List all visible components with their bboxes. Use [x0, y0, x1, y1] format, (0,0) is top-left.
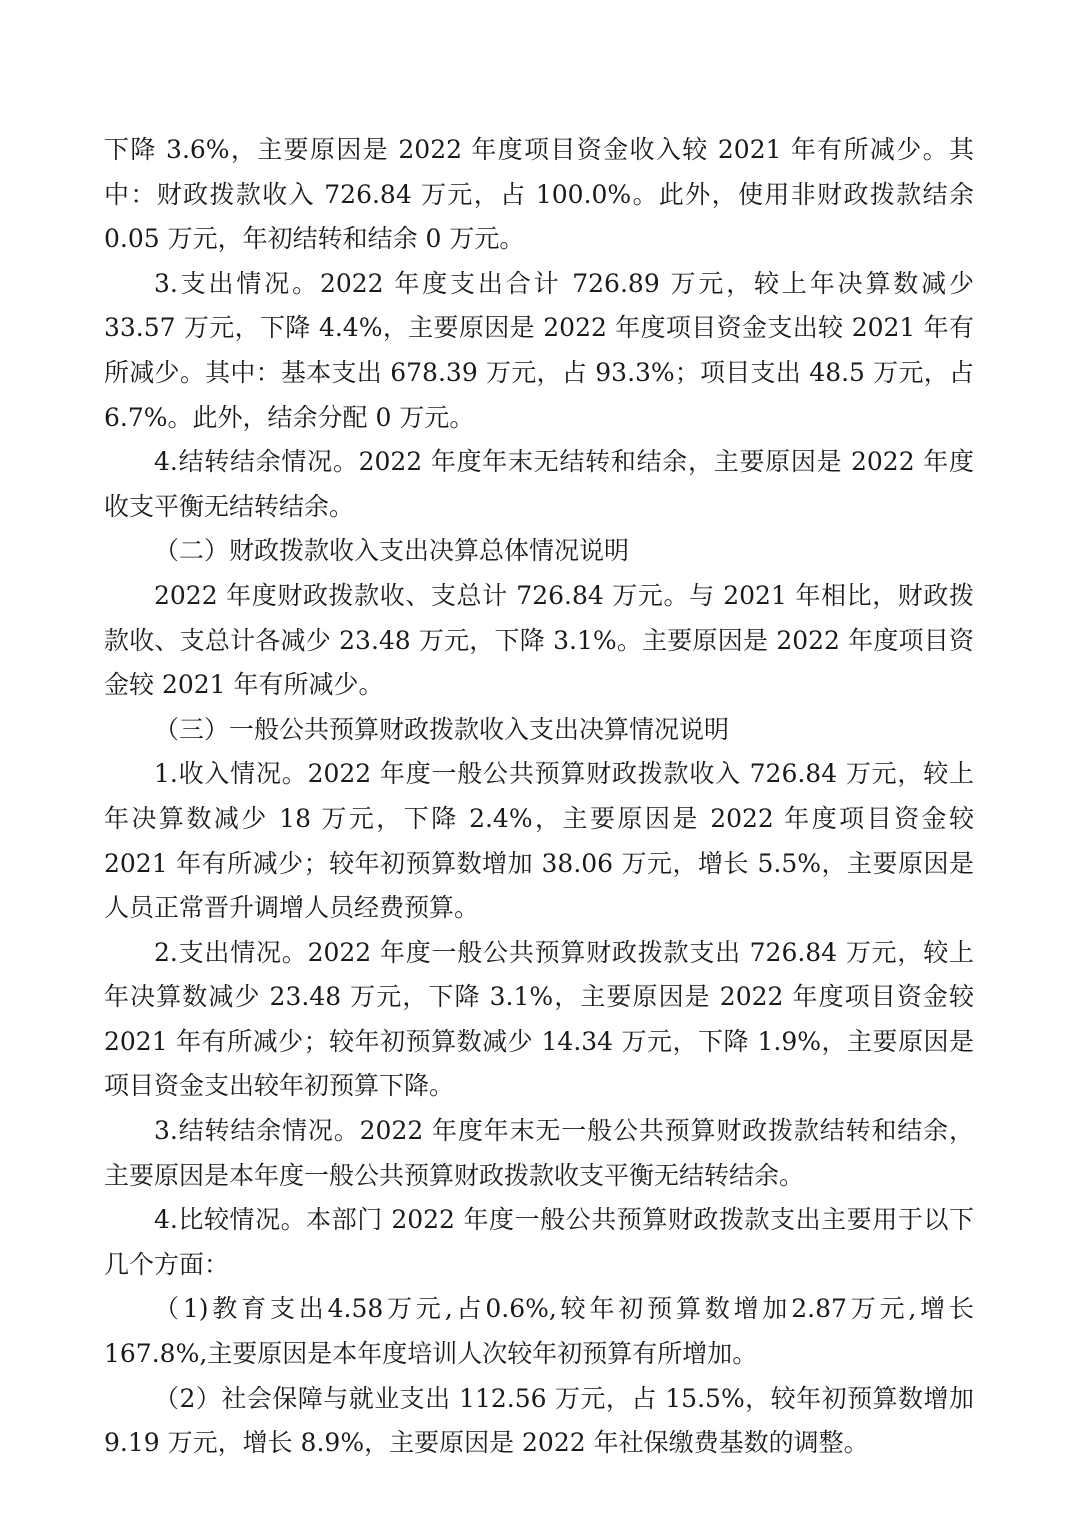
- section-heading-fiscal-overview: （二）财政拨款收入支出决算总体情况说明: [154, 536, 630, 566]
- paragraph-general-expenditure: 2.支出情况。2022 年度一般公共预算财政拨款支出 726.84 万元，较上年决算数减少 23.48 万元，下降 3.1%，主要原因是 2022 年度项目资金较 2021 年有所减少；较年初预算数减少 14.34 万元，下降 1.9%，主要原因是项目资金支出较年初预算下降。: [104, 937, 974, 1101]
- paragraph-general-carryover: 3.结转结余情况。2022 年度年末无一般公共预算财政拨款结转和结余，主要原因是本年度一般公共预算财政拨款收支平衡无结转结余。: [104, 1116, 974, 1190]
- paragraph-expenditure: 3.支出情况。2022 年度支出合计 726.89 万元，较上年决算数减少 33.57 万元，下降 4.4%，主要原因是 2022 年度项目资金支出较 2021 年有所减少。其中：基本支出 678.39 万元，占 93.3%；项目支出 48.5 万元，占 6.7%。此外，结余分配 0 万元。: [104, 268, 974, 432]
- list-item-education: （1)教育支出4.58万元,占0.6%,较年初预算数增加2.87万元,增长167.8%,主要原因是本年度培训人次较年初预算有所增加。: [104, 1294, 974, 1369]
- paragraph-comparison: 4.比较情况。本部门 2022 年度一般公共预算财政拨款支出主要用于以下几个方面：: [104, 1205, 974, 1279]
- document-body: [104, 128, 974, 1466]
- section-heading-general-budget: （三）一般公共预算财政拨款收入支出决算情况说明: [154, 714, 730, 744]
- paragraph-general-income: 1.收入情况。2022 年度一般公共预算财政拨款收入 726.84 万元，较上年决算数减少 18 万元，下降 2.4%，主要原因是 2022 年度项目资金较 2021 年有所减少；较年初预算数增加 38.06 万元，增长 5.5%，主要原因是人员正常晋升调增人员经费预算。: [104, 759, 974, 923]
- paragraph-fiscal-overview: 2022 年度财政拨款收、支总计 726.84 万元。与 2021 年相比，财政拨款收、支总计各减少 23.48 万元，下降 3.1%。主要原因是 2022 年度项目资金较 2021 年有所减少。: [104, 580, 974, 700]
- paragraph-income-continued: 下降 3.6%，主要原因是 2022 年度项目资金收入较 2021 年有所减少。其中：财政拨款收入 726.84 万元，占 100.0%。此外，使用非财政拨款结余 0.05 万元，年初结转和结余 0 万元。: [104, 135, 974, 254]
- paragraph-carryover: 4.结转结余情况。2022 年度年末无结转和结余，主要原因是 2022 年度收支平衡无结转结余。: [104, 447, 974, 521]
- list-item-social-security: （2）社会保障与就业支出 112.56 万元，占 15.5%，较年初预算数增加 9.19 万元，增长 8.9%，主要原因是 2022 年社保缴费基数的调整。: [104, 1383, 974, 1458]
